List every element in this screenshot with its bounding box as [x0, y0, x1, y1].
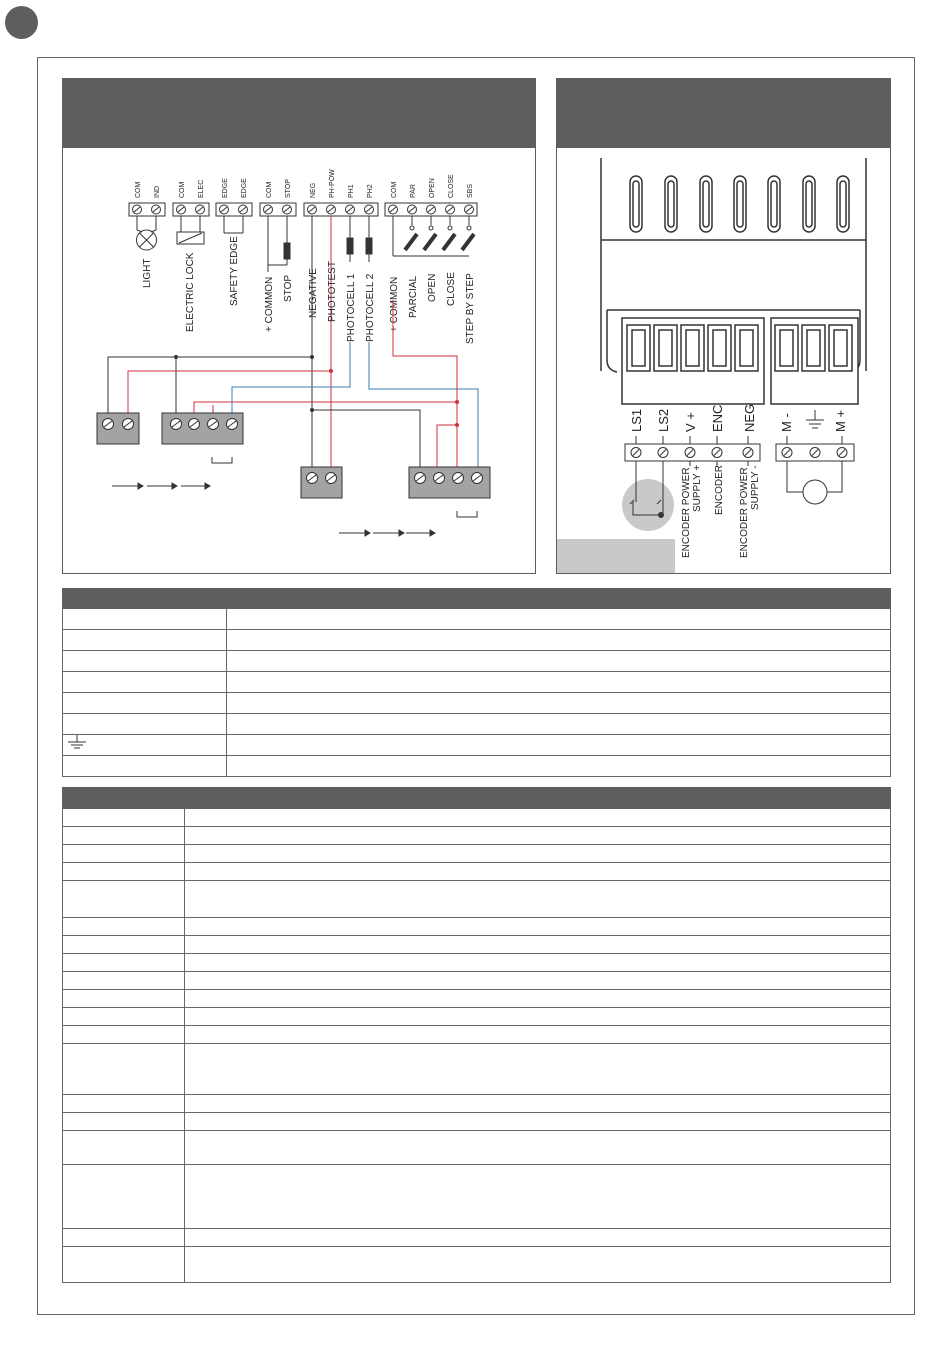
terminal-label: CLOSE — [448, 174, 455, 198]
connector-5pin — [622, 318, 764, 404]
table-row — [63, 1113, 891, 1131]
terminal-label: PH2 — [367, 184, 374, 198]
table-header — [63, 788, 891, 809]
table-row — [63, 1165, 891, 1229]
label-safety-edge: SAFETY EDGE — [229, 236, 240, 306]
terminal-ls2: LS2 — [656, 408, 671, 432]
label-negative: NEGATIVE — [308, 268, 319, 318]
label-common: + COMMON — [389, 276, 400, 332]
terminal-m-plus: M + — [833, 409, 848, 432]
label-close: CLOSE — [446, 272, 457, 306]
table-row — [63, 630, 891, 651]
terminal-table-1 — [62, 588, 891, 777]
table-row — [63, 1026, 891, 1044]
label-phototest: PHOTOTEST — [327, 261, 338, 322]
table-row — [63, 881, 891, 918]
label-encoder-supply-minus: ENCODER POWER — [739, 467, 750, 558]
label-step-by-step: STEP BY STEP — [465, 273, 476, 344]
table-row — [63, 1095, 891, 1113]
terminal-neg: NEG — [742, 403, 757, 432]
terminal-label: COM — [391, 181, 398, 198]
terminal-label: PH1 — [348, 184, 355, 198]
label-encoder-supply-minus: SUPPLY - — [750, 465, 761, 510]
vent-slots — [630, 176, 849, 232]
ground-symbol-icon — [806, 410, 824, 428]
label-light: LIGHT — [142, 258, 153, 288]
terminal-label: SBS — [467, 183, 474, 198]
table-row — [63, 918, 891, 936]
table-row — [63, 735, 891, 756]
terminal-label: IND — [154, 185, 161, 198]
terminal-table-2 — [62, 787, 891, 1283]
label-open: OPEN — [427, 273, 438, 302]
label-encoder-supply-plus: SUPPLY + — [692, 464, 703, 512]
terminal-label: EDGE — [241, 178, 248, 198]
terminal-m-minus: M - — [779, 413, 794, 432]
terminal-ls1: LS1 — [629, 408, 644, 432]
table-row — [63, 756, 891, 777]
terminal-label: ELEC — [198, 179, 205, 198]
terminal-enc: ENC — [710, 404, 725, 432]
table-row — [63, 693, 891, 714]
table-row — [63, 863, 891, 881]
terminal-label: COM — [135, 181, 142, 198]
label-common: + COMMON — [264, 276, 275, 332]
ground-symbol-icon — [66, 735, 88, 751]
label-encoder-supply-plus: ENCODER POWER — [681, 467, 692, 558]
terminal-label: NEG — [310, 182, 317, 198]
terminal-label: OPEN — [429, 178, 436, 198]
table-row — [63, 609, 891, 630]
table-header — [63, 589, 891, 609]
label-partial: PARCIAL — [408, 275, 419, 318]
terminal-label: PAR — [410, 184, 417, 198]
table-row — [63, 990, 891, 1008]
terminal-v-plus: V + — [683, 412, 698, 432]
terminal-label: COM — [179, 181, 186, 198]
label-photocell-2: PHOTOCELL 2 — [365, 273, 376, 342]
terminal-label: EDGE — [222, 178, 229, 198]
label-stop: STOP — [283, 274, 294, 302]
label-encoder: ENCODER — [714, 464, 725, 515]
table-row — [63, 827, 891, 845]
table-row — [63, 651, 891, 672]
limit-switch-highlight — [622, 479, 674, 531]
table-row — [63, 672, 891, 693]
terminal-label: COM — [266, 181, 273, 198]
table-row — [63, 714, 891, 735]
table-row — [63, 809, 891, 827]
table-row — [63, 972, 891, 990]
table-row — [63, 845, 891, 863]
table-row — [63, 1247, 891, 1283]
terminal-label: PH-POW — [329, 169, 336, 198]
terminal-strip-motor — [776, 444, 854, 461]
motor-icon — [803, 480, 827, 504]
label-photocell-1: PHOTOCELL 1 — [346, 273, 357, 342]
terminal-strip-encoder — [625, 444, 760, 461]
table-row — [63, 1229, 891, 1247]
table-row — [63, 954, 891, 972]
label-electric-lock: ELECTRIC LOCK — [185, 252, 196, 332]
table-row — [63, 1044, 891, 1095]
table-row — [63, 1131, 891, 1165]
table-row — [63, 936, 891, 954]
terminal-label: STOP — [285, 179, 292, 198]
table-row — [63, 1008, 891, 1026]
connector-3pin — [771, 318, 858, 404]
